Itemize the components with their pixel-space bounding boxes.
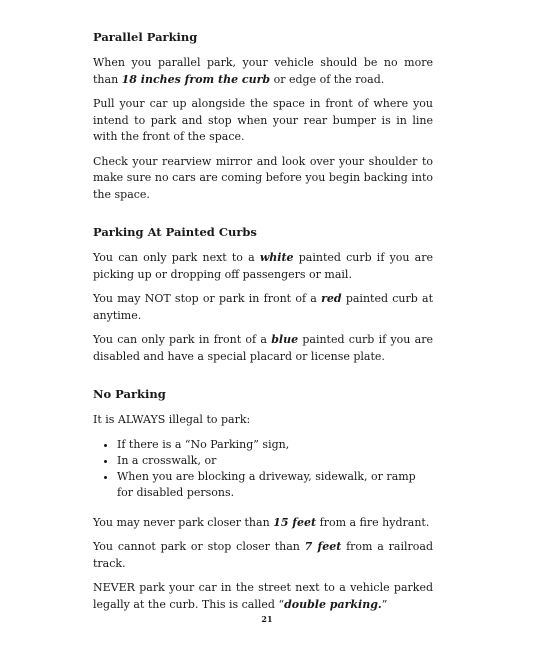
paragraph-no-parking-intro: It is ALWAYS illegal to park: (93, 413, 251, 426)
emphasis-distance: 18 inches from the curb (121, 72, 271, 86)
emphasis-railroad-distance: 7 feet (304, 540, 342, 553)
heading-parallel-parking: Parallel Parking (93, 30, 198, 44)
paragraph-white-curb: You can only park next to a white painted curb if you are picking up or dropping off passengers or mail. (93, 251, 433, 281)
list-item: • If there is a “No Parking” sign, (117, 437, 433, 453)
emphasis-hydrant-distance: 15 feet (273, 515, 317, 529)
paragraph-parallel-mirror: Check your rearview mirror and look over your shoulder to make sure no cars are coming before you begin backing into the space. (93, 154, 433, 201)
page-content (93, 30, 433, 635)
emphasis-double-parking: double parking. (284, 597, 382, 611)
heading-no-parking: No Parking (93, 387, 166, 401)
paragraph-red-curb: You may NOT stop or park in front of a red painted curb at anytime. (93, 292, 434, 322)
section-no-parking (93, 387, 433, 613)
paragraph-double-parking: NEVER park your car in the street next to a vehicle parked legally at the curb. This is called “double parking.” (93, 581, 433, 611)
paragraph-blue-curb: You can only park in front of a blue painted curb if you are disabled and have a special placard or license plate. (93, 333, 433, 363)
paragraph-fire-hydrant: You may never park closer than 15 feet from a fire hydrant. (93, 515, 430, 529)
list-item: • When you are blocking a driveway, sidewalk, or ramp for disabled persons. (117, 469, 433, 501)
emphasis-blue: blue (271, 333, 299, 346)
paragraph-railroad: You cannot park or stop closer than 7 feet from a railroad track. (93, 540, 434, 570)
page-number: 21 (261, 614, 273, 624)
no-parking-list (93, 437, 433, 501)
emphasis-red: red (321, 292, 342, 305)
emphasis-white: white (259, 251, 294, 264)
paragraph-parallel-distance: When you parallel park, your vehicle should be no more than 18 inches from the curb or edge of the road. (93, 56, 433, 86)
section-parallel-parking (93, 30, 433, 203)
list-item: • In a crosswalk, or (117, 453, 433, 469)
section-painted-curbs (93, 225, 433, 365)
heading-painted-curbs: Parking At Painted Curbs (93, 225, 257, 239)
paragraph-parallel-position: Pull your car up alongside the space in front of where you intend to park and stop when your rear bumper is in line with the front of the space. (93, 97, 433, 143)
